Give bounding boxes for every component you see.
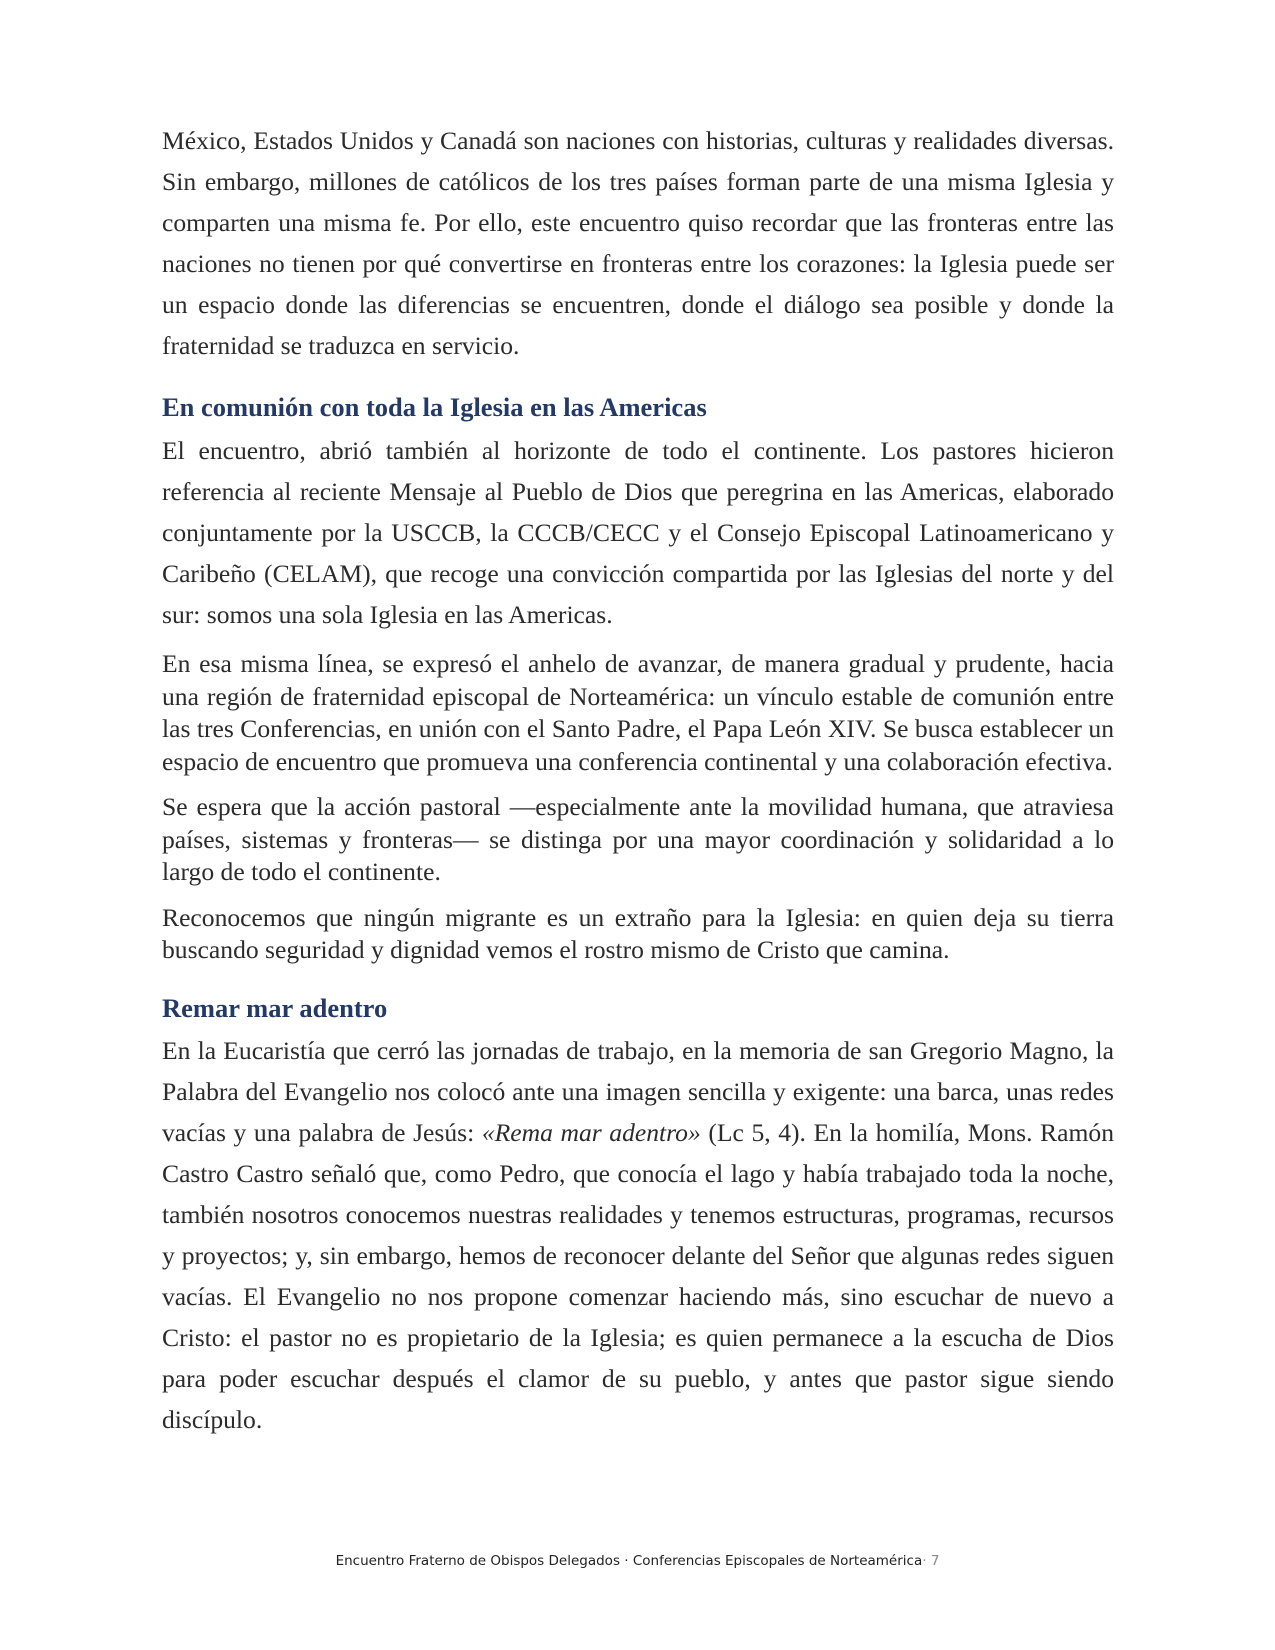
paragraph-eucharist-part1: En la Eucaristía que cerró las jornadas de trabajo, en la memoria de san Gregorio Magno, la Palabra del Evangelio nos colocó ante una imagen sencilla y exigente: una barca, unas redes vacías y una palabra de Jesús: bbox=[162, 1035, 1114, 1147]
paragraph-intro: México, Estados Unidos y Canadá son naciones con historias, culturas y realidades diversas. Sin embargo, millones de católicos de los tres países forman parte de una misma Iglesia y comparten una misma fe. Por ello, este encuentro quiso recordar que las fronteras entre las naciones no tienen por qué convertirse en fronteras entre los corazones: la Iglesia puede ser un espacio donde las diferencias se encuentren, donde el diálogo sea posible y donde la fraternidad se traduzca en servicio. bbox=[162, 126, 1114, 360]
page-footer bbox=[0, 1553, 1275, 1569]
paragraph-migrants: Reconocemos que ningún migrante es un extraño para la Iglesia: en quien deja su tierra buscando seguridad y dignidad vemos el rostro mismo de Cristo que camina. bbox=[162, 902, 1114, 964]
paragraph-pastoral-action: Se espera que la acción pastoral —especialmente ante la movilidad humana, que atraviesa países, sistemas y fronteras— se distinga por una mayor coordinación y solidaridad a lo largo de todo el continente. bbox=[162, 792, 1114, 886]
paragraph-eucharist bbox=[162, 1030, 1114, 1440]
paragraph-fraternity-region: En esa misma línea, se expresó el anhelo de avanzar, de manera gradual y prudente, hacia una región de fraternidad episcopal de Norteamérica: un vínculo estable de comunión entre las tres Conferencias, en unión con el Santo Padre, el Papa León XIV. Se busca establecer un espacio de encuentro que promueva una conferencia continental y una colaboración efectiva. bbox=[162, 649, 1114, 776]
page-number: 7 bbox=[930, 1553, 940, 1569]
footer-separator: · bbox=[922, 1553, 927, 1569]
paragraph-eucharist-part2: (Lc 5, 4). En la homilía, Mons. Ramón Castro Castro señaló que, como Pedro, que conocía el lago y había trabajado toda la noche, también nosotros conocemos nuestras realidades y tenemos estructuras, programas, recursos y proyectos; y, sin embargo, hemos de reconocer delante del Señor que algunas redes siguen vacías. El Evangelio no nos propone comenzar haciendo más, sino escuchar de nuevo a Cristo: el pastor no es propietario de la Iglesia; es quien permanece a la escucha de Dios para poder escuchar después el clamor de su pueblo, y antes que pastor sigue siendo discípulo. bbox=[162, 1117, 1114, 1434]
footer-text: Encuentro Fraterno de Obispos Delegados · Conferencias Episcopales de Norteamérica bbox=[335, 1553, 923, 1569]
paragraph-continent: El encuentro, abrió también al horizonte de todo el continente. Los pastores hicieron referencia al reciente Mensaje al Pueblo de Dios que peregrina en las Americas, elaborado conjuntamente por la USCCB, la CCCB/CECC y el Consejo Episcopal Latinoamericano y Caribeño (CELAM), que recoge una convicción compartida por las Iglesias del norte y del sur: somos una sola Iglesia en las Americas. bbox=[162, 436, 1114, 629]
section-heading-communion: En comunión con toda la Iglesia en las Americas bbox=[162, 392, 707, 422]
gospel-quote: «Rema mar adentro» bbox=[481, 1117, 701, 1147]
page-content bbox=[162, 120, 1114, 1440]
section-heading-rowing: Remar mar adentro bbox=[162, 992, 388, 1023]
